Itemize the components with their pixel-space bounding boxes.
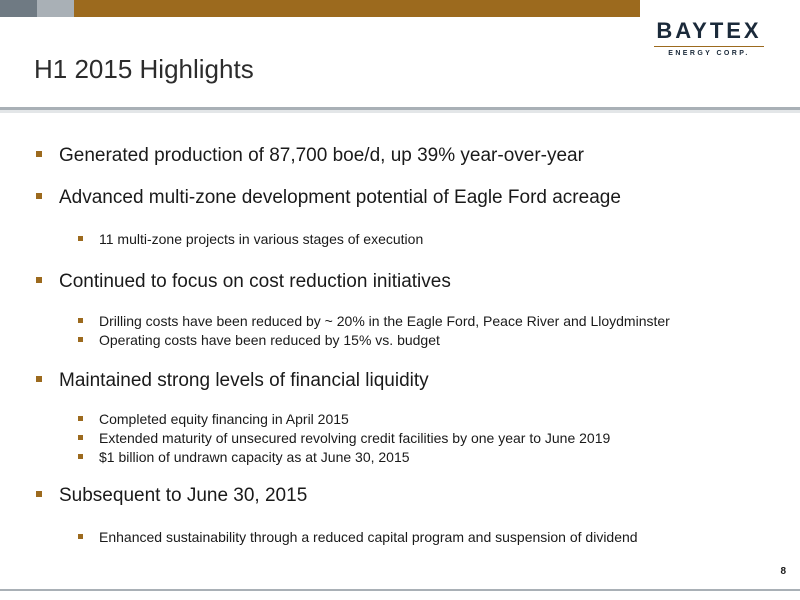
bullet-4: [36, 370, 429, 392]
sub-bullet-text: Extended maturity of unsecured revolving credit facilities by one year to June 2019: [99, 430, 611, 446]
bullet-3: [36, 271, 451, 293]
sub-bullet-square-icon: [78, 318, 83, 323]
sub-bullet-3-2: [78, 332, 440, 348]
sub-bullet-square-icon: [78, 236, 83, 241]
bullet-square-icon: [36, 376, 42, 382]
logo-rule: [654, 46, 764, 47]
title-divider-shadow: [0, 110, 800, 113]
sub-bullet-text: Completed equity financing in April 2015: [99, 411, 349, 427]
sub-bullet-2-1: [78, 231, 423, 247]
sub-bullet-square-icon: [78, 416, 83, 421]
sub-bullet-square-icon: [78, 435, 83, 440]
top-bar-segment-light: [37, 0, 74, 17]
top-color-bar: [0, 0, 640, 17]
bullet-text: Maintained strong levels of financial liquidity: [59, 370, 429, 391]
bullet-text: Subsequent to June 30, 2015: [59, 485, 308, 506]
sub-bullet-text: $1 billion of undrawn capacity as at June 30, 2015: [99, 449, 410, 465]
logo-subtitle: ENERGY CORP.: [668, 50, 750, 57]
company-logo: [648, 12, 770, 72]
sub-bullet-text: Drilling costs have been reduced by ~ 20% in the Eagle Ford, Peace River and Lloydminster: [99, 313, 670, 329]
sub-bullet-square-icon: [78, 337, 83, 342]
sub-bullet-square-icon: [78, 534, 83, 539]
logo-brand: BAYTEX: [656, 18, 762, 43]
sub-bullet-text: 11 multi-zone projects in various stages of execution: [99, 231, 424, 247]
bullet-5: [36, 485, 307, 507]
sub-bullet-text: Enhanced sustainability through a reduced capital program and suspension of dividend: [99, 529, 638, 545]
sub-bullet-5-1: [78, 529, 638, 545]
slide-title: H1 2015 Highlights: [34, 54, 254, 84]
bullet-text: Advanced multi-zone development potential of Eagle Ford acreage: [59, 187, 621, 208]
bullet-square-icon: [36, 277, 42, 283]
top-bar-segment-dark: [0, 0, 37, 17]
page-number: 8: [780, 566, 786, 577]
sub-bullet-4-3: [78, 449, 410, 465]
footer-divider: [0, 589, 800, 591]
sub-bullet-text: Operating costs have been reduced by 15% vs. budget: [99, 332, 440, 348]
bullet-2: [36, 187, 621, 209]
sub-bullet-square-icon: [78, 454, 83, 459]
bullet-text: Generated production of 87,700 boe/d, up 39% year-over-year: [59, 145, 584, 166]
sub-bullet-4-1: [78, 411, 349, 427]
top-bar-segment-accent: [74, 0, 640, 17]
sub-bullet-4-2: [78, 430, 610, 446]
bullet-1: [36, 145, 584, 167]
sub-bullet-3-1: [78, 313, 670, 329]
bullet-square-icon: [36, 491, 42, 497]
bullet-square-icon: [36, 151, 42, 157]
bullet-square-icon: [36, 193, 42, 199]
bullet-text: Continued to focus on cost reduction initiatives: [59, 271, 451, 292]
